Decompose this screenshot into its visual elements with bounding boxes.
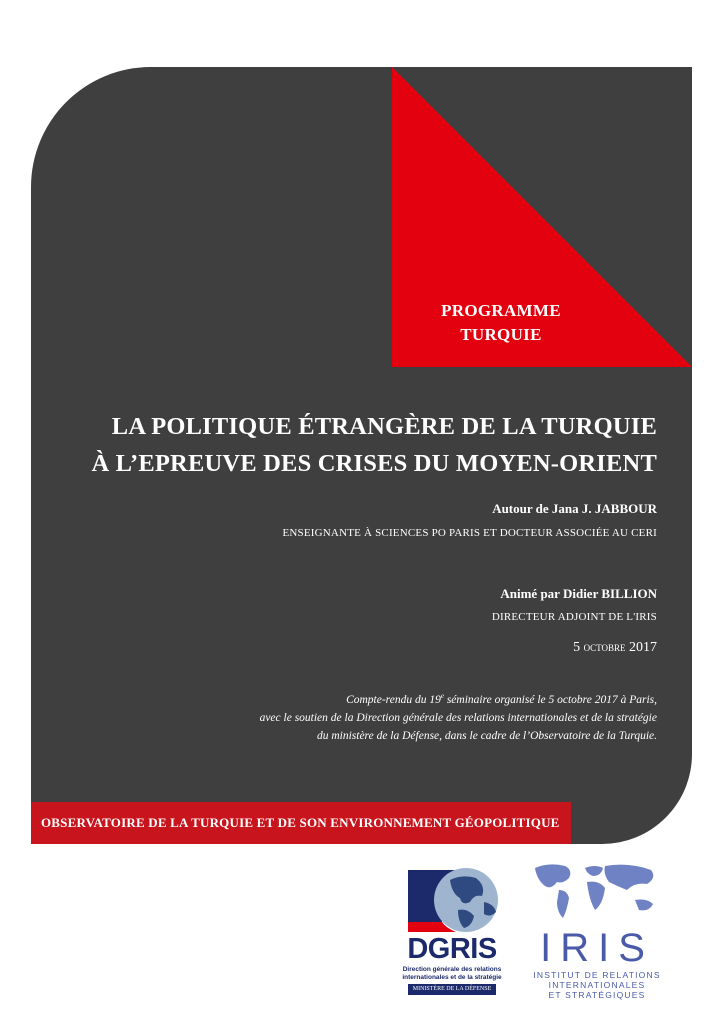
- program-label: [421, 299, 581, 347]
- summary-line1: Compte-rendu du 19e séminaire organisé le 5 octobre 2017 à Paris,: [346, 692, 657, 706]
- title-line1: LA POLITIQUE ÉTRANGÈRE DE LA TURQUIE: [111, 413, 657, 440]
- date-year: 2017: [629, 640, 657, 655]
- iris-subtitle: INSTITUT DE RELATIONS INTERNATIONALES ET STRATÉGIQUES: [533, 970, 661, 1000]
- speaker-role: ENSEIGNANTE À SCIENCES PO PARIS ET DOCTEUR ASSOCIÉE AU CERI: [282, 527, 657, 539]
- dgris-logo: [402, 866, 502, 996]
- cover-panel: [31, 67, 692, 844]
- program-label-line2: TURQUIE: [460, 325, 542, 344]
- iris-name: IRIS: [540, 926, 654, 970]
- dgris-ministry: MINISTÈRE DE LA DÉFENSE: [408, 984, 496, 995]
- speaker-name: Autour de Jana J. JABBOUR: [492, 501, 657, 516]
- title-line2: À L’EPREUVE DES CRISES DU MOYEN-ORIENT: [91, 450, 657, 477]
- summary-line3: du ministère de la Défense, dans le cadre de l’Observatoire de la Turquie.: [316, 729, 657, 742]
- date-day: 5: [573, 640, 581, 655]
- observatory-banner: OBSERVATOIRE DE LA TURQUIE ET DE SON ENVIRONNEMENT GÉOPOLITIQUE: [31, 802, 571, 844]
- iris-logo: [527, 860, 667, 1000]
- iris-world-map-icon: [529, 860, 665, 926]
- moderator-role: DIRECTEUR ADJOINT DE L'IRIS: [491, 611, 657, 623]
- dgris-globe-icon: [402, 866, 502, 936]
- dgris-subtitle: Direction générale des relations internationales et de la stratégie: [402, 966, 502, 981]
- seminar-date: [573, 639, 657, 656]
- summary-text: [177, 687, 657, 745]
- document-title: [51, 408, 657, 482]
- moderator-name: Animé par Didier BILLION: [500, 586, 657, 601]
- program-label-line1: PROGRAMME: [441, 301, 561, 320]
- summary-line2: avec le soutien de la Direction générale des relations internationales et de la stratégie: [259, 711, 657, 724]
- dgris-name: DGRIS: [407, 933, 497, 965]
- date-month: octobre: [583, 639, 626, 654]
